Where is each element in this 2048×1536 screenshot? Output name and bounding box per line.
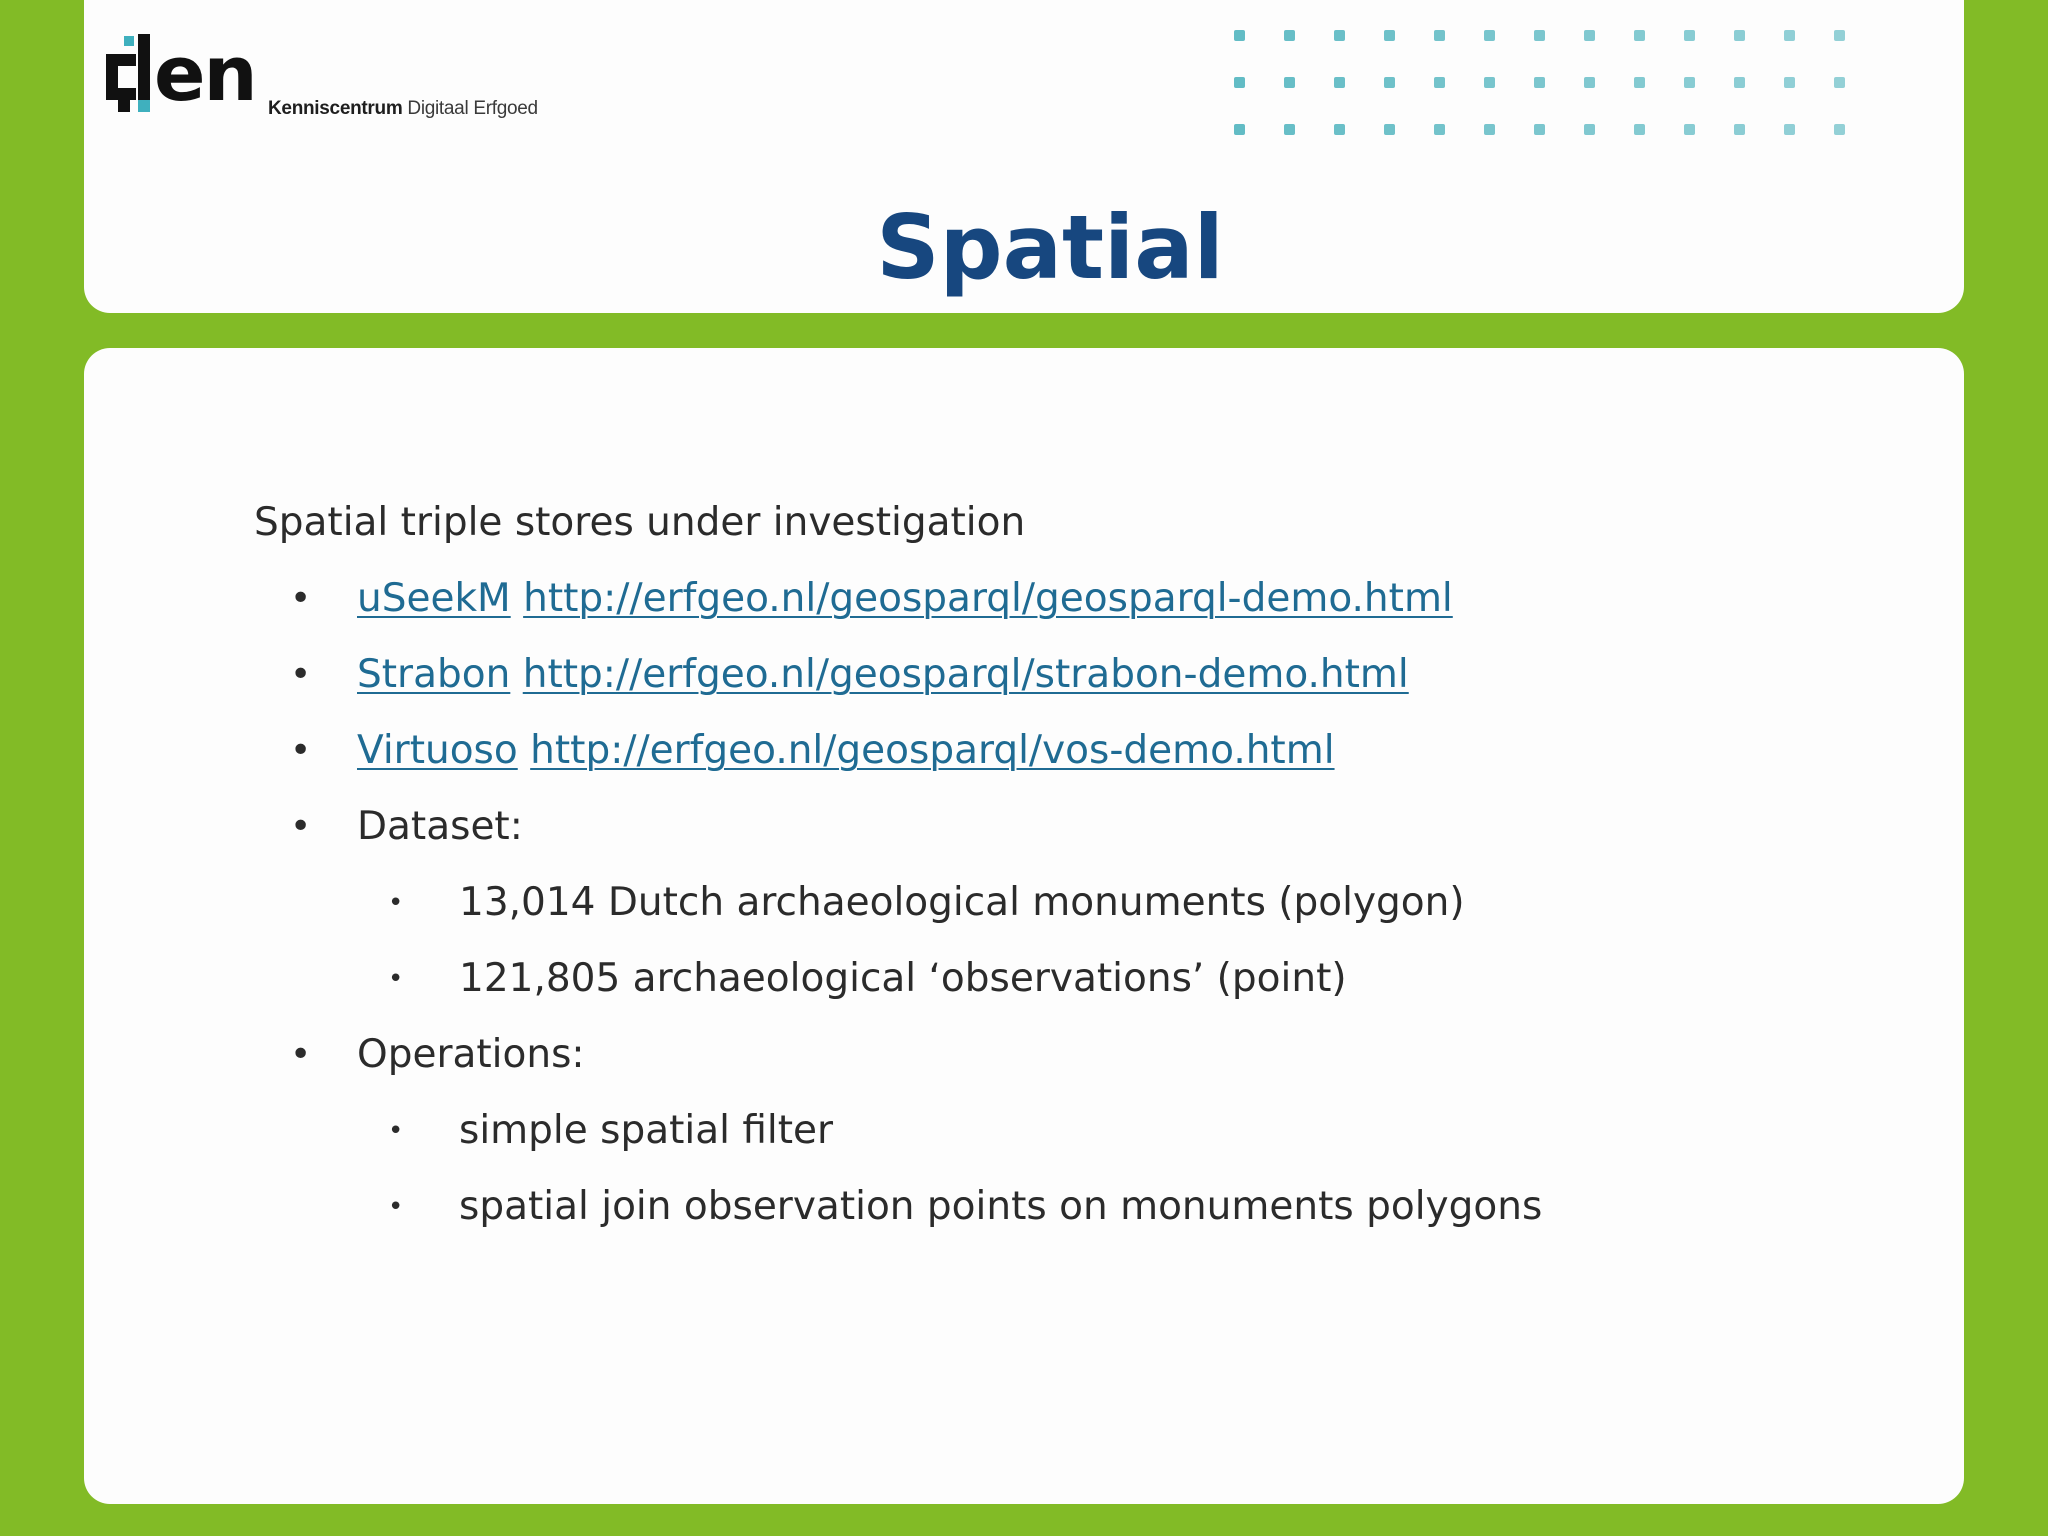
decorative-dot [1684,77,1695,88]
useekm-link[interactable]: uSeekM [357,576,511,621]
decorative-dot [1784,124,1795,135]
decorative-dot [1484,124,1495,135]
decorative-dot [1434,124,1445,135]
useekm-url-link[interactable]: http://erfgeo.nl/geosparql/geosparql-demo.html [523,576,1453,621]
decorative-dot [1384,77,1395,88]
decorative-dot [1384,124,1395,135]
virtuoso-link[interactable]: Virtuoso [357,728,518,773]
decorative-dot [1684,124,1695,135]
intro-line [254,494,1025,570]
sub-bullet-icon: • [388,888,404,918]
decorative-dot [1784,30,1795,41]
decorative-dot [1334,30,1345,41]
intro-text: Spatial triple stores under investigation [254,500,1026,545]
sub-bullet-icon: • [388,1192,404,1222]
decorative-dot [1234,30,1245,41]
list-item-operations [254,1026,1025,1102]
decorative-dot [1284,77,1295,88]
decorative-dot [1634,30,1645,41]
dataset-item: 13,014 Dutch archaeological monuments (polygon) [459,880,1465,925]
decorative-dot [1584,77,1595,88]
decorative-dot [1584,124,1595,135]
sub-list-item [254,1178,1543,1254]
sub-bullet-icon: • [388,1116,404,1146]
bullet-icon: • [290,806,312,847]
decorative-dot [1784,77,1795,88]
sub-bullet-icon: • [388,964,404,994]
decorative-dot [1734,124,1745,135]
decorative-dot [1484,30,1495,41]
bullet-icon: • [290,578,312,619]
dataset-label: Dataset: [357,804,523,849]
list-item-virtuoso [254,722,1335,798]
decorative-dot [1634,124,1645,135]
decorative-dot [1334,124,1345,135]
decorative-dot [1734,30,1745,41]
slide-title: Spatial [876,196,1224,299]
operation-item: simple spatial filter [459,1108,834,1153]
decorative-dot [1284,30,1295,41]
decorative-dot [1534,124,1545,135]
bullet-icon: • [290,1034,312,1075]
list-item-useekm [254,570,1453,646]
decorative-dot [1234,77,1245,88]
operation-item: spatial join observation points on monuments polygons [459,1184,1543,1229]
decorative-dot [1834,30,1845,41]
decorative-dot [1834,77,1845,88]
decorative-dot [1734,77,1745,88]
virtuoso-url-link[interactable]: http://erfgeo.nl/geosparql/vos-demo.html [530,728,1335,773]
list-item-strabon [254,646,1409,722]
decorative-dot [1384,30,1395,41]
decorative-dot [1684,30,1695,41]
decorative-dot-pattern [1226,22,1866,144]
decorative-dot [1434,77,1445,88]
decorative-dot [1334,77,1345,88]
slide-body [254,494,1543,1254]
decorative-dot [1234,124,1245,135]
logo-org-name: Kenniscentrum Digitaal Erfgoed [268,98,538,119]
operations-label: Operations: [357,1032,585,1077]
decorative-dot [1284,124,1295,135]
decorative-dot [1584,30,1595,41]
decorative-dot [1484,77,1495,88]
decorative-dot [1534,77,1545,88]
list-item-dataset [254,798,1025,874]
sub-list-item [254,1102,1025,1178]
sub-list-item [254,874,1465,950]
svg-text:en: en [154,34,256,118]
decorative-dot [1534,30,1545,41]
decorative-dot [1634,77,1645,88]
decorative-dot [1834,124,1845,135]
bullet-icon: • [290,730,312,771]
strabon-link[interactable]: Strabon [357,652,511,697]
sub-list-item [254,950,1347,1026]
dataset-item: 121,805 archaeological ‘observations’ (point) [459,956,1347,1001]
strabon-url-link[interactable]: http://erfgeo.nl/geosparql/strabon-demo.html [522,652,1409,697]
decorative-dot [1434,30,1445,41]
bullet-icon: • [290,654,312,695]
